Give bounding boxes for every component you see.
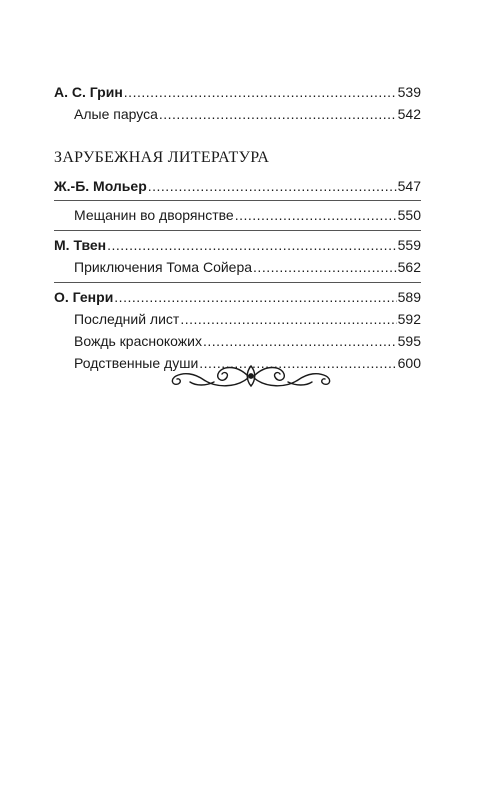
dot-leader <box>235 204 397 226</box>
toc-work-entry[interactable] <box>54 256 421 278</box>
toc-author-entry[interactable] <box>54 81 421 103</box>
toc-work-entry[interactable] <box>54 103 421 125</box>
divider <box>54 230 421 231</box>
section-title: ЗАРУБЕЖНАЯ ЛИТЕРАТУРА <box>54 149 270 166</box>
work-title: Мещанин во дворянстве <box>74 207 234 223</box>
page-number: 562 <box>397 259 421 275</box>
toc-work-entry[interactable] <box>54 330 421 352</box>
page-number: 539 <box>397 84 421 100</box>
dot-leader <box>159 103 397 125</box>
work-title: Алые паруса <box>74 106 158 122</box>
work-title: Приключения Тома Сойера <box>74 259 253 275</box>
page-number: 589 <box>397 289 421 305</box>
page-number: 547 <box>397 178 421 194</box>
page-number: 559 <box>397 237 421 253</box>
work-title: Родственные души <box>74 355 199 371</box>
dot-leader <box>148 175 397 197</box>
toc-work-entry[interactable] <box>54 308 421 330</box>
author-name: А. С. Грин <box>54 84 123 100</box>
dot-leader <box>114 286 396 308</box>
page-number: 592 <box>397 311 421 327</box>
dot-leader <box>253 256 397 278</box>
dot-leader <box>124 81 397 103</box>
decorative-flourish-icon <box>166 360 336 392</box>
divider <box>54 282 421 283</box>
table-of-contents <box>54 81 421 374</box>
author-name: М. Твен <box>54 237 107 253</box>
dot-leader <box>203 330 397 352</box>
page-number: 600 <box>397 355 421 371</box>
toc-group-moliere <box>54 175 421 226</box>
toc-author-entry[interactable] <box>54 234 421 256</box>
toc-author-entry[interactable] <box>54 175 421 197</box>
toc-group-twain <box>54 234 421 278</box>
divider <box>54 200 421 201</box>
work-title: Последний лист <box>74 311 180 327</box>
author-name: Ж.-Б. Мольер <box>54 178 147 194</box>
toc-work-entry[interactable] <box>54 204 421 226</box>
page-number: 550 <box>397 207 421 223</box>
dot-leader <box>180 308 396 330</box>
dot-leader <box>107 234 397 256</box>
author-name: О. Генри <box>54 289 114 305</box>
page-number: 542 <box>397 106 421 122</box>
work-title: Вождь краснокожих <box>74 333 202 349</box>
page-number: 595 <box>397 333 421 349</box>
toc-group-grin <box>54 81 421 125</box>
toc-author-entry[interactable] <box>54 286 421 308</box>
